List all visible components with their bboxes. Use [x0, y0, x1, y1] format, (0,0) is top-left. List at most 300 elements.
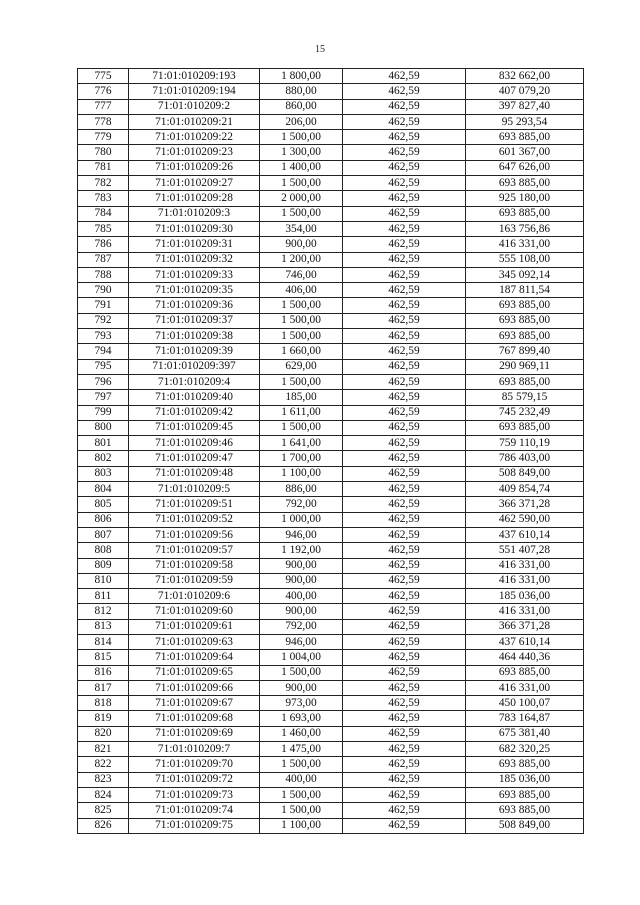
- rate-cell: 462,59: [343, 99, 466, 114]
- area-cell: 1 500,00: [260, 176, 343, 191]
- table-row: [78, 237, 584, 252]
- area-cell: 1 100,00: [260, 818, 343, 833]
- cadastral-number-cell: 71:01:010209:68: [129, 711, 260, 726]
- rate-cell: 462,59: [343, 390, 466, 405]
- cadastral-number-cell: 71:01:010209:23: [129, 145, 260, 160]
- rate-cell: 462,59: [343, 573, 466, 588]
- rate-cell: 462,59: [343, 267, 466, 282]
- value-cell: 185 036,00: [466, 589, 584, 604]
- cadastral-number-cell: 71:01:010209:63: [129, 634, 260, 649]
- value-cell: 693 885,00: [466, 787, 584, 802]
- area-cell: 946,00: [260, 634, 343, 649]
- value-cell: 693 885,00: [466, 757, 584, 772]
- table-row: [78, 527, 584, 542]
- cadastral-number-cell: 71:01:010209:51: [129, 497, 260, 512]
- row-number-cell: 823: [78, 772, 129, 787]
- area-cell: 1 500,00: [260, 787, 343, 802]
- rate-cell: 462,59: [343, 696, 466, 711]
- row-number-cell: 792: [78, 313, 129, 328]
- cadastral-number-cell: 71:01:010209:194: [129, 84, 260, 99]
- rate-cell: 462,59: [343, 344, 466, 359]
- cadastral-number-cell: 71:01:010209:2: [129, 99, 260, 114]
- area-cell: 400,00: [260, 772, 343, 787]
- page-number: 15: [315, 44, 325, 55]
- cadastral-number-cell: 71:01:010209:46: [129, 436, 260, 451]
- rate-cell: 462,59: [343, 329, 466, 344]
- value-cell: 551 407,28: [466, 543, 584, 558]
- row-number-cell: 779: [78, 130, 129, 145]
- value-cell: 366 371,28: [466, 497, 584, 512]
- rate-cell: 462,59: [343, 221, 466, 236]
- cadastral-number-cell: 71:01:010209:397: [129, 359, 260, 374]
- area-cell: 1 641,00: [260, 436, 343, 451]
- rate-cell: 462,59: [343, 145, 466, 160]
- rate-cell: 462,59: [343, 497, 466, 512]
- table-row: [78, 696, 584, 711]
- row-number-cell: 808: [78, 543, 129, 558]
- cadastral-number-cell: 71:01:010209:66: [129, 680, 260, 695]
- row-number-cell: 801: [78, 436, 129, 451]
- cadastral-number-cell: 71:01:010209:74: [129, 803, 260, 818]
- value-cell: 767 899,40: [466, 344, 584, 359]
- value-cell: 290 969,11: [466, 359, 584, 374]
- row-number-cell: 812: [78, 604, 129, 619]
- cadastral-number-cell: 71:01:010209:7: [129, 742, 260, 757]
- table-row: [78, 145, 584, 160]
- table-row: [78, 497, 584, 512]
- cadastral-number-cell: 71:01:010209:38: [129, 329, 260, 344]
- row-number-cell: 804: [78, 482, 129, 497]
- area-cell: 900,00: [260, 604, 343, 619]
- row-number-cell: 791: [78, 298, 129, 313]
- table-row: [78, 558, 584, 573]
- area-cell: 1 460,00: [260, 726, 343, 741]
- area-cell: 900,00: [260, 558, 343, 573]
- row-number-cell: 794: [78, 344, 129, 359]
- value-cell: 95 293,54: [466, 114, 584, 129]
- value-cell: 693 885,00: [466, 329, 584, 344]
- cadastral-number-cell: 71:01:010209:60: [129, 604, 260, 619]
- area-cell: 1 000,00: [260, 512, 343, 527]
- cadastral-number-cell: 71:01:010209:58: [129, 558, 260, 573]
- table-row: [78, 221, 584, 236]
- row-number-cell: 821: [78, 742, 129, 757]
- value-cell: 647 626,00: [466, 160, 584, 175]
- cadastral-number-cell: 71:01:010209:37: [129, 313, 260, 328]
- row-number-cell: 781: [78, 160, 129, 175]
- value-cell: 693 885,00: [466, 130, 584, 145]
- cadastral-number-cell: 71:01:010209:5: [129, 482, 260, 497]
- rate-cell: 462,59: [343, 420, 466, 435]
- row-number-cell: 777: [78, 99, 129, 114]
- cadastral-number-cell: 71:01:010209:4: [129, 374, 260, 389]
- table-row: [78, 329, 584, 344]
- table-row: [78, 757, 584, 772]
- rate-cell: 462,59: [343, 283, 466, 298]
- cadastral-number-cell: 71:01:010209:6: [129, 589, 260, 604]
- cadastral-number-cell: 71:01:010209:61: [129, 619, 260, 634]
- table-row: [78, 313, 584, 328]
- table-row: [78, 818, 584, 833]
- cadastral-number-cell: 71:01:010209:72: [129, 772, 260, 787]
- rate-cell: 462,59: [343, 176, 466, 191]
- table-row: [78, 726, 584, 741]
- value-cell: 85 579,15: [466, 390, 584, 405]
- value-cell: 163 756,86: [466, 221, 584, 236]
- area-cell: 973,00: [260, 696, 343, 711]
- value-cell: 783 164,87: [466, 711, 584, 726]
- area-cell: 1 300,00: [260, 145, 343, 160]
- area-cell: 629,00: [260, 359, 343, 374]
- area-cell: 1 500,00: [260, 374, 343, 389]
- value-cell: 416 331,00: [466, 680, 584, 695]
- row-number-cell: 784: [78, 206, 129, 221]
- rate-cell: 462,59: [343, 405, 466, 420]
- rate-cell: 462,59: [343, 482, 466, 497]
- table-row: [78, 604, 584, 619]
- area-cell: 1 611,00: [260, 405, 343, 420]
- rate-cell: 462,59: [343, 313, 466, 328]
- cadastral-number-cell: 71:01:010209:35: [129, 283, 260, 298]
- table-row: [78, 436, 584, 451]
- cadastral-number-cell: 71:01:010209:65: [129, 665, 260, 680]
- area-cell: 1 500,00: [260, 420, 343, 435]
- row-number-cell: 775: [78, 69, 129, 84]
- value-cell: 693 885,00: [466, 206, 584, 221]
- table-row: [78, 512, 584, 527]
- table-row: [78, 772, 584, 787]
- table-row: [78, 191, 584, 206]
- row-number-cell: 787: [78, 252, 129, 267]
- rate-cell: 462,59: [343, 757, 466, 772]
- area-cell: 1 400,00: [260, 160, 343, 175]
- rate-cell: 462,59: [343, 665, 466, 680]
- cadastral-number-cell: 71:01:010209:57: [129, 543, 260, 558]
- area-cell: 400,00: [260, 589, 343, 604]
- cadastral-number-cell: 71:01:010209:42: [129, 405, 260, 420]
- cadastral-number-cell: 71:01:010209:21: [129, 114, 260, 129]
- value-cell: 416 331,00: [466, 604, 584, 619]
- table-row: [78, 160, 584, 175]
- value-cell: 693 885,00: [466, 176, 584, 191]
- table-row: [78, 650, 584, 665]
- cadastral-number-cell: 71:01:010209:59: [129, 573, 260, 588]
- rate-cell: 462,59: [343, 374, 466, 389]
- row-number-cell: 800: [78, 420, 129, 435]
- value-cell: 745 232,49: [466, 405, 584, 420]
- area-cell: 1 192,00: [260, 543, 343, 558]
- value-cell: 759 110,19: [466, 436, 584, 451]
- row-number-cell: 820: [78, 726, 129, 741]
- area-cell: 900,00: [260, 573, 343, 588]
- rate-cell: 462,59: [343, 711, 466, 726]
- cadastral-number-cell: 71:01:010209:67: [129, 696, 260, 711]
- value-cell: 464 440,36: [466, 650, 584, 665]
- cadastral-number-cell: 71:01:010209:48: [129, 466, 260, 481]
- table-row: [78, 573, 584, 588]
- table-row: [78, 114, 584, 129]
- row-number-cell: 796: [78, 374, 129, 389]
- table-row: [78, 267, 584, 282]
- area-cell: 746,00: [260, 267, 343, 282]
- value-cell: 832 662,00: [466, 69, 584, 84]
- rate-cell: 462,59: [343, 191, 466, 206]
- area-cell: 1 693,00: [260, 711, 343, 726]
- table-row: [78, 803, 584, 818]
- rate-cell: 462,59: [343, 772, 466, 787]
- value-cell: 925 180,00: [466, 191, 584, 206]
- value-cell: 407 079,20: [466, 84, 584, 99]
- rate-cell: 462,59: [343, 527, 466, 542]
- table-row: [78, 84, 584, 99]
- area-cell: 2 000,00: [260, 191, 343, 206]
- table-row: [78, 787, 584, 802]
- rate-cell: 462,59: [343, 298, 466, 313]
- value-cell: 366 371,28: [466, 619, 584, 634]
- cadastral-table: [77, 68, 584, 834]
- row-number-cell: 818: [78, 696, 129, 711]
- row-number-cell: 799: [78, 405, 129, 420]
- cadastral-number-cell: 71:01:010209:39: [129, 344, 260, 359]
- table-row: [78, 634, 584, 649]
- rate-cell: 462,59: [343, 619, 466, 634]
- area-cell: 185,00: [260, 390, 343, 405]
- table-row: [78, 359, 584, 374]
- rate-cell: 462,59: [343, 436, 466, 451]
- value-cell: 693 885,00: [466, 803, 584, 818]
- table-row: [78, 420, 584, 435]
- value-cell: 693 885,00: [466, 374, 584, 389]
- rate-cell: 462,59: [343, 451, 466, 466]
- rate-cell: 462,59: [343, 589, 466, 604]
- table-row: [78, 344, 584, 359]
- area-cell: 1 700,00: [260, 451, 343, 466]
- row-number-cell: 814: [78, 634, 129, 649]
- rate-cell: 462,59: [343, 359, 466, 374]
- value-cell: 345 092,14: [466, 267, 584, 282]
- value-cell: 416 331,00: [466, 237, 584, 252]
- value-cell: 675 381,40: [466, 726, 584, 741]
- value-cell: 187 811,54: [466, 283, 584, 298]
- value-cell: 693 885,00: [466, 313, 584, 328]
- row-number-cell: 822: [78, 757, 129, 772]
- table-row: [78, 543, 584, 558]
- cadastral-number-cell: 71:01:010209:64: [129, 650, 260, 665]
- cadastral-number-cell: 71:01:010209:75: [129, 818, 260, 833]
- table-row: [78, 466, 584, 481]
- area-cell: 1 800,00: [260, 69, 343, 84]
- table-row: [78, 374, 584, 389]
- area-cell: 354,00: [260, 221, 343, 236]
- value-cell: 462 590,00: [466, 512, 584, 527]
- value-cell: 555 108,00: [466, 252, 584, 267]
- value-cell: 693 885,00: [466, 298, 584, 313]
- cadastral-number-cell: 71:01:010209:32: [129, 252, 260, 267]
- row-number-cell: 795: [78, 359, 129, 374]
- area-cell: 1 500,00: [260, 130, 343, 145]
- area-cell: 206,00: [260, 114, 343, 129]
- rate-cell: 462,59: [343, 787, 466, 802]
- row-number-cell: 803: [78, 466, 129, 481]
- row-number-cell: 780: [78, 145, 129, 160]
- cadastral-number-cell: 71:01:010209:30: [129, 221, 260, 236]
- area-cell: 792,00: [260, 497, 343, 512]
- rate-cell: 462,59: [343, 818, 466, 833]
- row-number-cell: 785: [78, 221, 129, 236]
- cadastral-number-cell: 71:01:010209:69: [129, 726, 260, 741]
- rate-cell: 462,59: [343, 160, 466, 175]
- area-cell: 792,00: [260, 619, 343, 634]
- row-number-cell: 826: [78, 818, 129, 833]
- rate-cell: 462,59: [343, 252, 466, 267]
- row-number-cell: 813: [78, 619, 129, 634]
- row-number-cell: 786: [78, 237, 129, 252]
- table-row: [78, 283, 584, 298]
- value-cell: 786 403,00: [466, 451, 584, 466]
- area-cell: 880,00: [260, 84, 343, 99]
- table-body: [78, 69, 584, 834]
- area-cell: 1 500,00: [260, 313, 343, 328]
- rate-cell: 462,59: [343, 650, 466, 665]
- table-row: [78, 619, 584, 634]
- cadastral-number-cell: 71:01:010209:193: [129, 69, 260, 84]
- row-number-cell: 816: [78, 665, 129, 680]
- area-cell: 900,00: [260, 237, 343, 252]
- cadastral-number-cell: 71:01:010209:3: [129, 206, 260, 221]
- row-number-cell: 797: [78, 390, 129, 405]
- rate-cell: 462,59: [343, 558, 466, 573]
- cadastral-number-cell: 71:01:010209:52: [129, 512, 260, 527]
- area-cell: 1 500,00: [260, 298, 343, 313]
- row-number-cell: 783: [78, 191, 129, 206]
- row-number-cell: 824: [78, 787, 129, 802]
- table-row: [78, 589, 584, 604]
- cadastral-number-cell: 71:01:010209:22: [129, 130, 260, 145]
- area-cell: 860,00: [260, 99, 343, 114]
- cadastral-number-cell: 71:01:010209:26: [129, 160, 260, 175]
- cadastral-number-cell: 71:01:010209:70: [129, 757, 260, 772]
- rate-cell: 462,59: [343, 237, 466, 252]
- table-row: [78, 206, 584, 221]
- value-cell: 437 610,14: [466, 634, 584, 649]
- area-cell: 1 475,00: [260, 742, 343, 757]
- value-cell: 409 854,74: [466, 482, 584, 497]
- row-number-cell: 782: [78, 176, 129, 191]
- value-cell: 508 849,00: [466, 818, 584, 833]
- table-row: [78, 711, 584, 726]
- value-cell: 682 320,25: [466, 742, 584, 757]
- rate-cell: 462,59: [343, 512, 466, 527]
- row-number-cell: 809: [78, 558, 129, 573]
- rate-cell: 462,59: [343, 543, 466, 558]
- table-row: [78, 176, 584, 191]
- rate-cell: 462,59: [343, 604, 466, 619]
- value-cell: 508 849,00: [466, 466, 584, 481]
- value-cell: 450 100,07: [466, 696, 584, 711]
- cadastral-number-cell: 71:01:010209:47: [129, 451, 260, 466]
- area-cell: 1 500,00: [260, 329, 343, 344]
- value-cell: 693 885,00: [466, 420, 584, 435]
- row-number-cell: 807: [78, 527, 129, 542]
- row-number-cell: 815: [78, 650, 129, 665]
- cadastral-number-cell: 71:01:010209:33: [129, 267, 260, 282]
- row-number-cell: 819: [78, 711, 129, 726]
- cadastral-number-cell: 71:01:010209:28: [129, 191, 260, 206]
- rate-cell: 462,59: [343, 114, 466, 129]
- table-row: [78, 252, 584, 267]
- row-number-cell: 802: [78, 451, 129, 466]
- rate-cell: 462,59: [343, 726, 466, 741]
- area-cell: 406,00: [260, 283, 343, 298]
- area-cell: 886,00: [260, 482, 343, 497]
- table-row: [78, 482, 584, 497]
- area-cell: 900,00: [260, 680, 343, 695]
- rate-cell: 462,59: [343, 466, 466, 481]
- row-number-cell: 788: [78, 267, 129, 282]
- table-row: [78, 742, 584, 757]
- row-number-cell: 811: [78, 589, 129, 604]
- area-cell: 946,00: [260, 527, 343, 542]
- cadastral-number-cell: 71:01:010209:73: [129, 787, 260, 802]
- area-cell: 1 660,00: [260, 344, 343, 359]
- area-cell: 1 500,00: [260, 665, 343, 680]
- table-row: [78, 130, 584, 145]
- row-number-cell: 810: [78, 573, 129, 588]
- row-number-cell: 805: [78, 497, 129, 512]
- cadastral-number-cell: 71:01:010209:31: [129, 237, 260, 252]
- rate-cell: 462,59: [343, 634, 466, 649]
- value-cell: 437 610,14: [466, 527, 584, 542]
- value-cell: 185 036,00: [466, 772, 584, 787]
- value-cell: 416 331,00: [466, 573, 584, 588]
- table-row: [78, 405, 584, 420]
- row-number-cell: 776: [78, 84, 129, 99]
- table-row: [78, 99, 584, 114]
- area-cell: 1 200,00: [260, 252, 343, 267]
- value-cell: 416 331,00: [466, 558, 584, 573]
- rate-cell: 462,59: [343, 206, 466, 221]
- area-cell: 1 500,00: [260, 206, 343, 221]
- table-row: [78, 680, 584, 695]
- area-cell: 1 100,00: [260, 466, 343, 481]
- cadastral-number-cell: 71:01:010209:27: [129, 176, 260, 191]
- rate-cell: 462,59: [343, 69, 466, 84]
- value-cell: 693 885,00: [466, 665, 584, 680]
- rate-cell: 462,59: [343, 130, 466, 145]
- rate-cell: 462,59: [343, 84, 466, 99]
- table-row: [78, 451, 584, 466]
- area-cell: 1 004,00: [260, 650, 343, 665]
- row-number-cell: 825: [78, 803, 129, 818]
- table-row: [78, 298, 584, 313]
- row-number-cell: 817: [78, 680, 129, 695]
- row-number-cell: 778: [78, 114, 129, 129]
- rate-cell: 462,59: [343, 680, 466, 695]
- rate-cell: 462,59: [343, 742, 466, 757]
- value-cell: 601 367,00: [466, 145, 584, 160]
- cadastral-number-cell: 71:01:010209:45: [129, 420, 260, 435]
- row-number-cell: 806: [78, 512, 129, 527]
- rate-cell: 462,59: [343, 803, 466, 818]
- row-number-cell: 790: [78, 283, 129, 298]
- cadastral-number-cell: 71:01:010209:56: [129, 527, 260, 542]
- table-row: [78, 69, 584, 84]
- table-row: [78, 390, 584, 405]
- cadastral-number-cell: 71:01:010209:40: [129, 390, 260, 405]
- table-row: [78, 665, 584, 680]
- cadastral-number-cell: 71:01:010209:36: [129, 298, 260, 313]
- value-cell: 397 827,40: [466, 99, 584, 114]
